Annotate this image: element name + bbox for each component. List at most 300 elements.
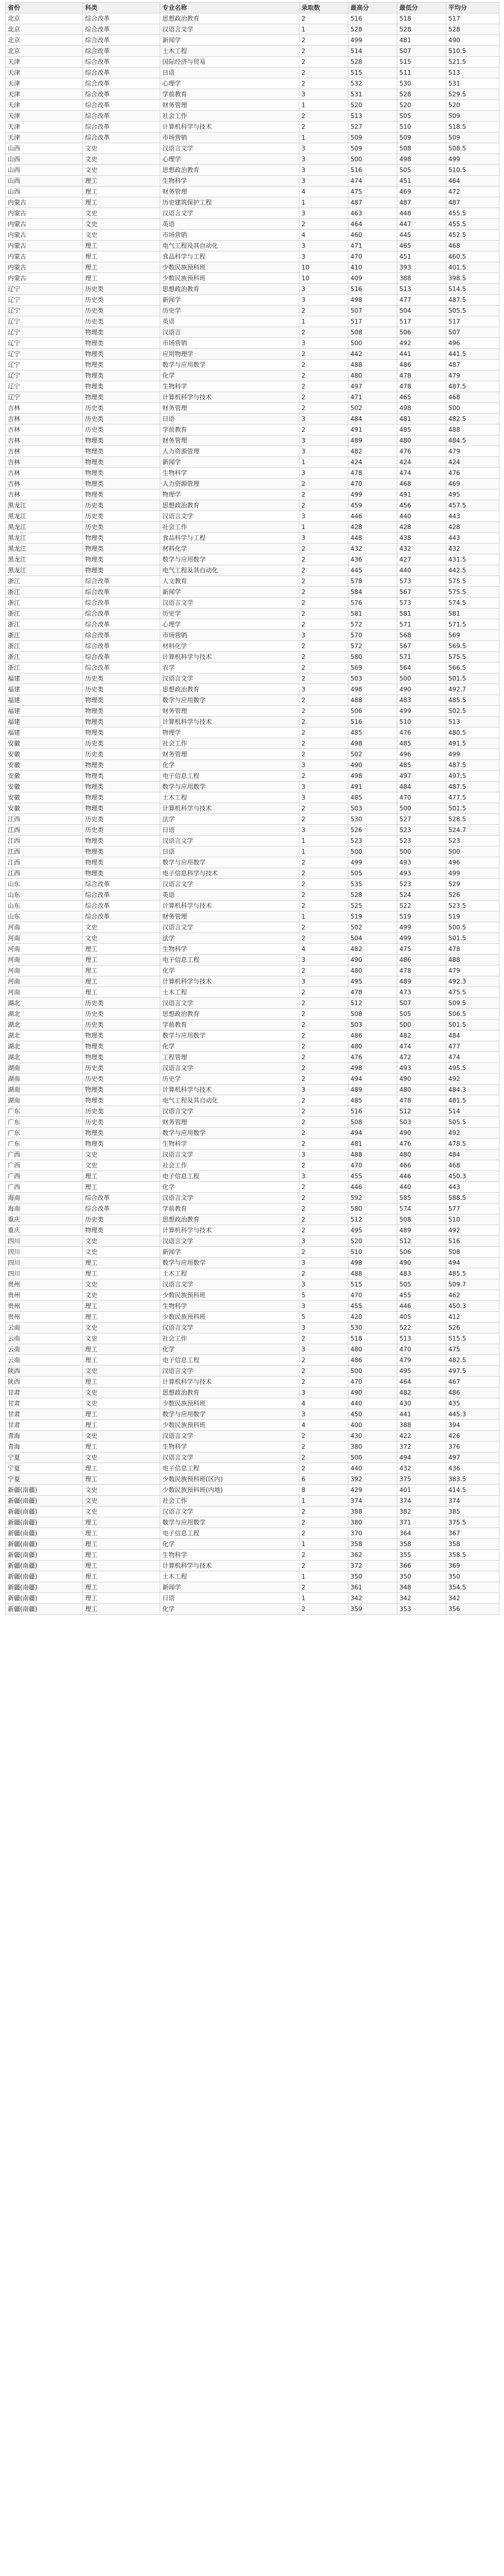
cell-avg-score: 487.5: [446, 381, 499, 392]
cell-subject: 理工: [83, 965, 160, 976]
cell-min-score: 478: [397, 965, 446, 976]
table-row: [6, 1236, 499, 1247]
cell-province: 河南: [6, 965, 83, 976]
cell-province: 浙江: [6, 641, 83, 652]
cell-min-score: 440: [397, 565, 446, 576]
cell-max-score: 455: [348, 1301, 397, 1312]
cell-subject: 理工: [83, 1539, 160, 1550]
table-row: [6, 1009, 499, 1020]
cell-min-score: 499: [397, 933, 446, 944]
cell-min-score: 447: [397, 219, 446, 230]
cell-avg-score: 476: [446, 468, 499, 479]
cell-max-score: 480: [348, 1344, 397, 1355]
cell-max-score: 482: [348, 446, 397, 457]
cell-province: 四川: [6, 1268, 83, 1279]
cell-max-score: 448: [348, 533, 397, 544]
cell-avg-score: 516: [446, 1236, 499, 1247]
cell-subject: 物理类: [83, 489, 160, 500]
cell-admitted: 3: [299, 435, 348, 446]
cell-admitted: 2: [299, 565, 348, 576]
cell-major: 汉语言文学: [160, 24, 299, 35]
cell-province: 内蒙古: [6, 241, 83, 251]
cell-major: 材料化学: [160, 544, 299, 554]
cell-major: 国际经济与贸易: [160, 57, 299, 67]
table-row: [6, 511, 499, 522]
cell-max-score: 513: [348, 111, 397, 122]
cell-major: 财务管理: [160, 749, 299, 760]
cell-min-score: 498: [397, 154, 446, 165]
cell-admitted: 3: [299, 143, 348, 154]
cell-max-score: 580: [348, 652, 397, 663]
cell-avg-score: 443: [446, 533, 499, 544]
cell-subject: 文史: [83, 922, 160, 933]
cell-max-score: 499: [348, 857, 397, 868]
cell-admitted: 2: [299, 1517, 348, 1528]
table-row: [6, 1268, 499, 1279]
cell-subject: 物理类: [83, 554, 160, 565]
cell-major: 思想政治教育: [160, 500, 299, 511]
cell-province: 广东: [6, 1106, 83, 1117]
cell-min-score: 372: [397, 1442, 446, 1452]
cell-avg-score: 509: [446, 111, 499, 122]
cell-major: 思想政治教育: [160, 684, 299, 695]
cell-major: 历史学: [160, 1074, 299, 1084]
cell-min-score: 509: [397, 132, 446, 143]
cell-subject: 综合改革: [83, 630, 160, 641]
cell-major: 电气工程及其自动化: [160, 565, 299, 576]
table-row: [6, 425, 499, 435]
cell-subject: 综合改革: [83, 652, 160, 663]
cell-province: 新疆(南疆): [6, 1496, 83, 1506]
cell-major: 计算机科学与技术: [160, 1084, 299, 1095]
cell-province: 浙江: [6, 663, 83, 673]
cell-subject: 文史: [83, 143, 160, 154]
cell-province: 福建: [6, 717, 83, 727]
cell-admitted: 4: [299, 187, 348, 197]
cell-major: 日语: [160, 1593, 299, 1604]
cell-max-score: 518: [348, 1333, 397, 1344]
cell-major: 电子信息工程: [160, 771, 299, 782]
cell-avg-score: 435: [446, 1398, 499, 1409]
cell-major: 心理学: [160, 78, 299, 89]
cell-avg-score: 501.5: [446, 673, 499, 684]
cell-max-score: 512: [348, 998, 397, 1009]
cell-major: 计算机科学与技术: [160, 1377, 299, 1387]
cell-avg-score: 505.5: [446, 306, 499, 316]
cell-major: 化学: [160, 760, 299, 771]
cell-admitted: 2: [299, 998, 348, 1009]
cell-subject: 文史: [83, 1506, 160, 1517]
cell-subject: 综合改革: [83, 608, 160, 619]
table-row: [6, 663, 499, 673]
cell-admitted: 2: [299, 1442, 348, 1452]
cell-min-score: 490: [397, 684, 446, 695]
cell-province: 辽宁: [6, 295, 83, 306]
cell-max-score: 432: [348, 544, 397, 554]
table-row: [6, 273, 499, 284]
cell-admitted: 2: [299, 1074, 348, 1084]
cell-province: 宁夏: [6, 1452, 83, 1463]
cell-max-score: 488: [348, 695, 397, 706]
cell-min-score: 427: [397, 554, 446, 565]
cell-major: 学前教育: [160, 1020, 299, 1030]
cell-avg-score: 501.5: [446, 933, 499, 944]
table-row: [6, 1398, 499, 1409]
cell-major: 数学与应用数学: [160, 1030, 299, 1041]
cell-avg-score: 492.7: [446, 684, 499, 695]
cell-admitted: 3: [299, 533, 348, 544]
cell-admitted: 2: [299, 987, 348, 998]
cell-subject: 理工: [83, 176, 160, 187]
cell-min-score: 497: [397, 771, 446, 782]
cell-avg-score: 478: [446, 944, 499, 955]
col-header-subject: 科类: [83, 3, 160, 13]
cell-max-score: 572: [348, 619, 397, 630]
cell-admitted: 1: [299, 1571, 348, 1582]
cell-province: 江西: [6, 868, 83, 879]
cell-min-score: 508: [397, 1214, 446, 1225]
cell-province: 宁夏: [6, 1474, 83, 1485]
cell-subject: 物理类: [83, 868, 160, 879]
cell-admitted: 3: [299, 782, 348, 792]
cell-major: 人力资源管理: [160, 479, 299, 489]
cell-province: 内蒙古: [6, 197, 83, 208]
cell-admitted: 1: [299, 1593, 348, 1604]
cell-max-score: 445: [348, 565, 397, 576]
cell-subject: 综合改革: [83, 13, 160, 24]
cell-subject: 理工: [83, 1517, 160, 1528]
table-row: [6, 57, 499, 67]
table-row: [6, 219, 499, 230]
col-header-max-score: 最高分: [348, 3, 397, 13]
cell-min-score: 465: [397, 241, 446, 251]
cell-subject: 历史类: [83, 295, 160, 306]
cell-avg-score: 495: [446, 489, 499, 500]
table-row: [6, 749, 499, 760]
cell-min-score: 486: [397, 360, 446, 370]
cell-avg-score: 569: [446, 630, 499, 641]
cell-province: 海南: [6, 1193, 83, 1204]
cell-admitted: 3: [299, 241, 348, 251]
cell-admitted: 3: [299, 1236, 348, 1247]
cell-province: 甘肃: [6, 1398, 83, 1409]
cell-subject: 物理类: [83, 1030, 160, 1041]
cell-avg-score: 575.5: [446, 652, 499, 663]
cell-max-score: 372: [348, 1561, 397, 1571]
cell-min-score: 405: [397, 1312, 446, 1323]
cell-max-score: 535: [348, 879, 397, 890]
cell-min-score: 528: [397, 24, 446, 35]
cell-max-score: 516: [348, 165, 397, 176]
cell-major: 学前教育: [160, 425, 299, 435]
cell-min-score: 490: [397, 1074, 446, 1084]
table-row: [6, 944, 499, 955]
cell-subject: 物理类: [83, 760, 160, 771]
cell-min-score: 445: [397, 230, 446, 241]
cell-max-score: 528: [348, 24, 397, 35]
cell-major: 土木工程: [160, 1571, 299, 1582]
cell-avg-score: 450.3: [446, 1301, 499, 1312]
cell-subject: 综合改革: [83, 132, 160, 143]
cell-avg-score: 588.5: [446, 1193, 499, 1204]
table-row: [6, 284, 499, 295]
table-row: [6, 1333, 499, 1344]
cell-admitted: 1: [299, 846, 348, 857]
cell-min-score: 375: [397, 1474, 446, 1485]
cell-major: 计算机科学与技术: [160, 717, 299, 727]
cell-admitted: 2: [299, 598, 348, 608]
cell-subject: 物理类: [83, 727, 160, 738]
cell-avg-score: 496: [446, 857, 499, 868]
cell-avg-score: 475.5: [446, 987, 499, 998]
cell-min-score: 585: [397, 1193, 446, 1204]
cell-max-score: 455: [348, 1171, 397, 1182]
cell-province: 内蒙古: [6, 208, 83, 219]
table-row: [6, 435, 499, 446]
cell-major: 数学与应用数学: [160, 1128, 299, 1139]
cell-province: 浙江: [6, 619, 83, 630]
cell-max-score: 503: [348, 673, 397, 684]
cell-province: 江西: [6, 857, 83, 868]
cell-admitted: 2: [299, 479, 348, 489]
cell-province: 黑龙江: [6, 554, 83, 565]
cell-avg-score: 513: [446, 67, 499, 78]
cell-admitted: 2: [299, 1268, 348, 1279]
table-row: [6, 360, 499, 370]
cell-admitted: 2: [299, 1204, 348, 1214]
cell-major: 工程管理: [160, 1052, 299, 1063]
cell-province: 天津: [6, 122, 83, 132]
cell-province: 黑龙江: [6, 522, 83, 533]
cell-min-score: 366: [397, 1561, 446, 1571]
cell-avg-score: 487: [446, 197, 499, 208]
cell-avg-score: 486: [446, 1387, 499, 1398]
cell-subject: 理工: [83, 1582, 160, 1593]
cell-avg-score: 428: [446, 522, 499, 533]
cell-major: 英语: [160, 316, 299, 327]
cell-subject: 历史类: [83, 673, 160, 684]
cell-admitted: 2: [299, 500, 348, 511]
cell-admitted: 2: [299, 1506, 348, 1517]
cell-major: 土木工程: [160, 792, 299, 803]
cell-max-score: 498: [348, 295, 397, 306]
cell-major: 财务管理: [160, 1117, 299, 1128]
cell-avg-score: 517: [446, 13, 499, 24]
cell-avg-score: 505.5: [446, 1117, 499, 1128]
cell-major: 计算机科学与技术: [160, 1225, 299, 1236]
cell-min-score: 358: [397, 1539, 446, 1550]
cell-province: 江西: [6, 814, 83, 825]
cell-admitted: 2: [299, 738, 348, 749]
cell-avg-score: 375.5: [446, 1517, 499, 1528]
cell-admitted: 3: [299, 792, 348, 803]
cell-min-score: 464: [397, 1377, 446, 1387]
cell-max-score: 440: [348, 1463, 397, 1474]
cell-major: 材料化学: [160, 641, 299, 652]
cell-admitted: 2: [299, 306, 348, 316]
cell-major: 日语: [160, 825, 299, 836]
cell-major: 财务管理: [160, 187, 299, 197]
table-row: [6, 370, 499, 381]
cell-avg-score: 455.5: [446, 208, 499, 219]
cell-subject: 物理类: [83, 381, 160, 392]
cell-province: 新疆(南疆): [6, 1539, 83, 1550]
cell-subject: 历史类: [83, 1074, 160, 1084]
cell-admitted: 3: [299, 1258, 348, 1268]
cell-subject: 历史类: [83, 1020, 160, 1030]
cell-major: 土木工程: [160, 1268, 299, 1279]
cell-subject: 理工: [83, 987, 160, 998]
cell-min-score: 432: [397, 1463, 446, 1474]
cell-province: 吉林: [6, 468, 83, 479]
table-row: [6, 262, 499, 273]
header-row: [6, 3, 499, 13]
cell-subject: 综合改革: [83, 879, 160, 890]
cell-province: 天津: [6, 57, 83, 67]
cell-subject: 物理类: [83, 857, 160, 868]
cell-avg-score: 523.5: [446, 901, 499, 911]
table-row: [6, 565, 499, 576]
table-row: [6, 727, 499, 738]
cell-admitted: 4: [299, 1420, 348, 1431]
cell-min-score: 500: [397, 673, 446, 684]
table-row: [6, 1387, 499, 1398]
table-row: [6, 251, 499, 262]
cell-major: 化学: [160, 370, 299, 381]
cell-subject: 综合改革: [83, 100, 160, 111]
table-row: [6, 111, 499, 122]
cell-major: 数学与应用数学: [160, 1517, 299, 1528]
cell-province: 新疆(南疆): [6, 1604, 83, 1615]
cell-avg-score: 569.5: [446, 641, 499, 652]
cell-min-score: 448: [397, 208, 446, 219]
cell-max-score: 528: [348, 890, 397, 901]
cell-province: 内蒙古: [6, 251, 83, 262]
cell-subject: 物理类: [83, 706, 160, 717]
cell-major: 数学与应用数学: [160, 1409, 299, 1420]
cell-avg-score: 506.5: [446, 1009, 499, 1020]
cell-subject: 物理类: [83, 1052, 160, 1063]
col-header-major: 专业名称: [160, 3, 299, 13]
cell-admitted: 2: [299, 1225, 348, 1236]
cell-subject: 理工: [83, 1171, 160, 1182]
cell-major: 计算机科学与技术: [160, 652, 299, 663]
cell-major: 计算机科学与技术: [160, 803, 299, 814]
cell-min-score: 524: [397, 890, 446, 901]
cell-subject: 文史: [83, 1387, 160, 1398]
cell-avg-score: 490: [446, 35, 499, 46]
cell-major: 化学: [160, 965, 299, 976]
cell-max-score: 480: [348, 1041, 397, 1052]
cell-subject: 文史: [83, 1323, 160, 1333]
cell-max-score: 440: [348, 1398, 397, 1409]
cell-subject: 物理类: [83, 803, 160, 814]
cell-max-score: 470: [348, 1290, 397, 1301]
table-row: [6, 1355, 499, 1366]
cell-min-score: 482: [397, 1387, 446, 1398]
cell-avg-score: 487.5: [446, 760, 499, 771]
table-row: [6, 446, 499, 457]
cell-subject: 理工: [83, 944, 160, 955]
cell-major: 计算机科学与技术: [160, 392, 299, 403]
cell-max-score: 509: [348, 143, 397, 154]
table-row: [6, 619, 499, 630]
cell-max-score: 570: [348, 630, 397, 641]
cell-admitted: 3: [299, 1344, 348, 1355]
cell-max-score: 502: [348, 403, 397, 414]
cell-province: 云南: [6, 1355, 83, 1366]
cell-subject: 物理类: [83, 327, 160, 338]
cell-province: 黑龙江: [6, 511, 83, 522]
cell-province: 吉林: [6, 446, 83, 457]
cell-avg-score: 480.5: [446, 727, 499, 738]
cell-subject: 综合改革: [83, 24, 160, 35]
cell-max-score: 572: [348, 641, 397, 652]
table-row: [6, 165, 499, 176]
cell-admitted: 3: [299, 446, 348, 457]
table-row: [6, 1149, 499, 1160]
cell-min-score: 476: [397, 727, 446, 738]
cell-subject: 历史类: [83, 403, 160, 414]
table-row: [6, 803, 499, 814]
cell-admitted: 2: [299, 1139, 348, 1149]
cell-admitted: 4: [299, 230, 348, 241]
cell-subject: 综合改革: [83, 587, 160, 598]
cell-max-score: 486: [348, 1355, 397, 1366]
cell-admitted: 2: [299, 1041, 348, 1052]
cell-min-score: 527: [397, 814, 446, 825]
cell-subject: 物理类: [83, 792, 160, 803]
cell-major: 新闻学: [160, 457, 299, 468]
cell-major: 社会工作: [160, 1160, 299, 1171]
cell-subject: 理工: [83, 273, 160, 284]
cell-max-score: 490: [348, 760, 397, 771]
cell-avg-score: 497.5: [446, 771, 499, 782]
cell-min-score: 480: [397, 1084, 446, 1095]
table-row: [6, 1052, 499, 1063]
cell-min-score: 491: [397, 489, 446, 500]
cell-subject: 历史类: [83, 306, 160, 316]
cell-max-score: 474: [348, 176, 397, 187]
cell-min-score: 505: [397, 111, 446, 122]
cell-admitted: 1: [299, 100, 348, 111]
cell-max-score: 361: [348, 1582, 397, 1593]
cell-major: 电子信息工程: [160, 1463, 299, 1474]
cell-province: 新疆(南疆): [6, 1528, 83, 1539]
cell-max-score: 584: [348, 587, 397, 598]
cell-avg-score: 478.5: [446, 1139, 499, 1149]
cell-admitted: 2: [299, 67, 348, 78]
cell-subject: 综合改革: [83, 576, 160, 587]
cell-min-score: 567: [397, 587, 446, 598]
cell-avg-score: 524.7: [446, 825, 499, 836]
table-row: [6, 1571, 499, 1582]
cell-major: 财务管理: [160, 911, 299, 922]
cell-province: 新疆(南疆): [6, 1517, 83, 1528]
cell-avg-score: 482.5: [446, 1355, 499, 1366]
cell-avg-score: 412: [446, 1312, 499, 1323]
cell-min-score: 504: [397, 306, 446, 316]
cell-major: 计算机科学与技术: [160, 901, 299, 911]
cell-max-score: 507: [348, 306, 397, 316]
cell-min-score: 506: [397, 1247, 446, 1258]
cell-admitted: 3: [299, 511, 348, 522]
table-row: [6, 1561, 499, 1571]
cell-max-score: 506: [348, 706, 397, 717]
cell-min-score: 513: [397, 1333, 446, 1344]
cell-avg-score: 469: [446, 479, 499, 489]
cell-max-score: 486: [348, 1030, 397, 1041]
